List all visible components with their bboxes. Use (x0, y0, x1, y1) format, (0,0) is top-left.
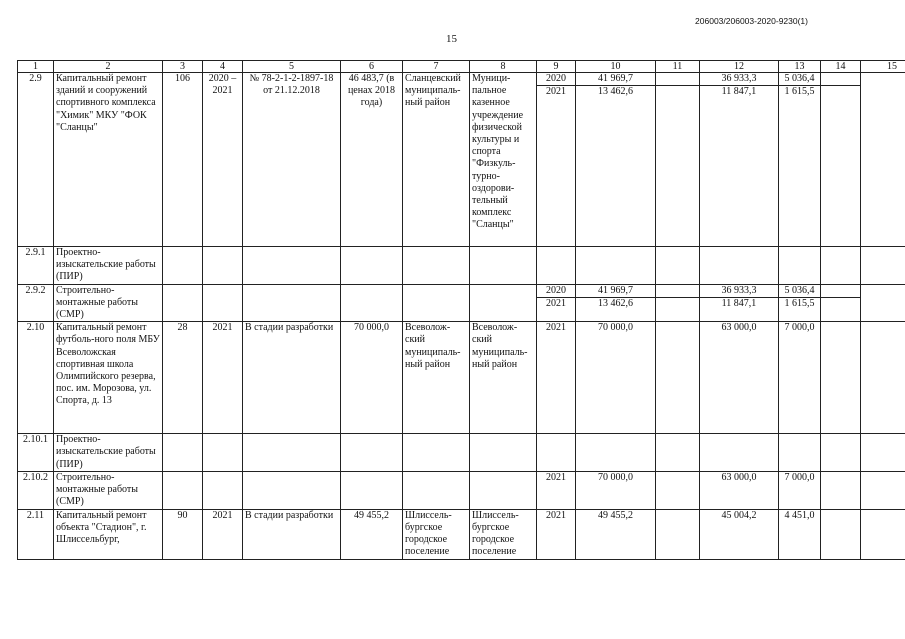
period: 2021 (203, 509, 243, 559)
other-cell (821, 73, 861, 247)
municipality: Всеволож-ский муниципаль-ный район (403, 322, 470, 434)
regional-amount: 63 000,0 (700, 322, 779, 434)
federal-cell (656, 322, 700, 434)
object-name: Строительно-монтажные работы (СМР) (54, 284, 163, 322)
page-number: 15 (446, 33, 457, 45)
year: 2020 (546, 284, 566, 296)
object-name: Капитальный ремонт зданий и сооружений спортивного комплекса "Химик" МКУ "ФОК "Сланцы" (54, 73, 163, 247)
federal-cell (656, 284, 700, 322)
local-amount: 5 036,4 (784, 284, 815, 296)
other-cell (821, 284, 861, 322)
object-name: Проектно-изыскательские работы (ПИР) (54, 247, 163, 285)
total-cell (576, 73, 656, 247)
row-number: 2.9.2 (18, 284, 54, 322)
table-row (18, 73, 905, 247)
year: 2021 (537, 322, 576, 434)
object-name: Капитальный ремонт объекта "Стадион", г. Шлиссельбург, (54, 509, 163, 559)
regional-amount: 45 004,2 (700, 509, 779, 559)
capacity: 90 (163, 509, 203, 559)
table-row (18, 284, 905, 322)
regional-cell (700, 73, 779, 247)
note-cell (861, 73, 905, 247)
table-row (18, 471, 905, 509)
capacity: 28 (163, 322, 203, 434)
total-cell (576, 284, 656, 322)
row-number: 2.11 (18, 509, 54, 559)
column-header: 2 (54, 61, 163, 73)
federal-cell (656, 73, 700, 247)
capacity: 106 (163, 73, 203, 247)
regional-cell (700, 284, 779, 322)
total-amount: 13 462,6 (576, 297, 655, 310)
column-header: 8 (470, 61, 537, 73)
total-amount: 49 455,2 (576, 509, 656, 559)
total-amount: 70 000,0 (576, 322, 656, 434)
customer: Муници-пальное казенное учреждение физической культуры и спорта "Физкуль-турно-оздорови-тельный комплекс "Сланцы" (470, 73, 537, 247)
year: 2021 (537, 471, 576, 509)
column-header: 13 (779, 61, 821, 73)
column-header: 3 (163, 61, 203, 73)
object-name: Строительно-монтажные работы (СМР) (54, 471, 163, 509)
note-cell (861, 284, 905, 322)
local-amount: 4 451,0 (779, 509, 821, 559)
regional-amount: 36 933,3 (721, 284, 757, 296)
total-amount: 41 969,7 (598, 284, 633, 296)
note-cell (861, 322, 905, 434)
local-cell (779, 284, 821, 322)
expertise: № 78-2-1-2-1897-18 от 21.12.2018 (243, 73, 341, 247)
budget-table (17, 60, 905, 560)
column-header: 12 (700, 61, 779, 73)
row-number: 2.9.1 (18, 247, 54, 285)
table-row (18, 247, 905, 285)
year: 2021 (537, 297, 575, 310)
column-header: 6 (341, 61, 403, 73)
total-amount: 13 462,6 (576, 85, 655, 98)
period: 2020 – 2021 (203, 73, 243, 247)
column-header: 10 (576, 61, 656, 73)
table-row (18, 434, 905, 472)
object-name: Капитальный ремонт футболь-ного поля МБУ Всеволожская спортивная школа Олимпийского резерва, пос. им. Морозова, ул. Спорта, д. 13 (54, 322, 163, 434)
local-amount: 1 615,5 (779, 85, 820, 98)
row-number: 2.9 (18, 73, 54, 247)
customer: Всеволож-ский муниципаль-ный район (470, 322, 537, 434)
regional-amount: 63 000,0 (700, 471, 779, 509)
column-header: 5 (243, 61, 341, 73)
row-number: 2.10.1 (18, 434, 54, 472)
total-amount: 70 000,0 (576, 471, 656, 509)
regional-amount: 36 933,3 (721, 73, 757, 84)
expertise: В стадии разработки (243, 509, 341, 559)
row-number: 2.10.2 (18, 471, 54, 509)
local-amount: 7 000,0 (779, 471, 821, 509)
column-header: 14 (821, 61, 861, 73)
year-cell (537, 73, 576, 247)
municipality: Шлиссель-бургское городское поселение (403, 509, 470, 559)
year-cell (537, 284, 576, 322)
regional-amount: 11 847,1 (700, 297, 778, 310)
estimated-cost: 46 483,7 (в ценах 2018 года) (341, 73, 403, 247)
column-header: 7 (403, 61, 470, 73)
table-row (18, 509, 905, 559)
column-header: 11 (656, 61, 700, 73)
column-header: 1 (18, 61, 54, 73)
municipality: Сланцевский муниципаль-ный район (403, 73, 470, 247)
object-name: Проектно-изыскательские работы (ПИР) (54, 434, 163, 472)
period: 2021 (203, 322, 243, 434)
estimated-cost: 49 455,2 (341, 509, 403, 559)
year: 2020 (546, 73, 566, 84)
estimated-cost: 70 000,0 (341, 322, 403, 434)
row-number: 2.10 (18, 322, 54, 434)
other-cell (821, 322, 861, 434)
year: 2021 (537, 85, 575, 98)
total-amount: 41 969,7 (598, 73, 633, 84)
column-header: 9 (537, 61, 576, 73)
local-cell (779, 73, 821, 247)
column-header: 4 (203, 61, 243, 73)
column-header: 15 (861, 61, 905, 73)
local-amount: 1 615,5 (779, 297, 820, 310)
year: 2021 (537, 509, 576, 559)
column-header-row (18, 61, 905, 73)
customer: Шлиссель-бургское городское поселение (470, 509, 537, 559)
regional-amount: 11 847,1 (700, 85, 778, 98)
local-amount: 7 000,0 (779, 322, 821, 434)
document-id: 206003/206003-2020-9230(1) (695, 16, 808, 26)
table-row (18, 322, 905, 434)
local-amount: 5 036,4 (784, 73, 815, 84)
expertise: В стадии разработки (243, 322, 341, 434)
